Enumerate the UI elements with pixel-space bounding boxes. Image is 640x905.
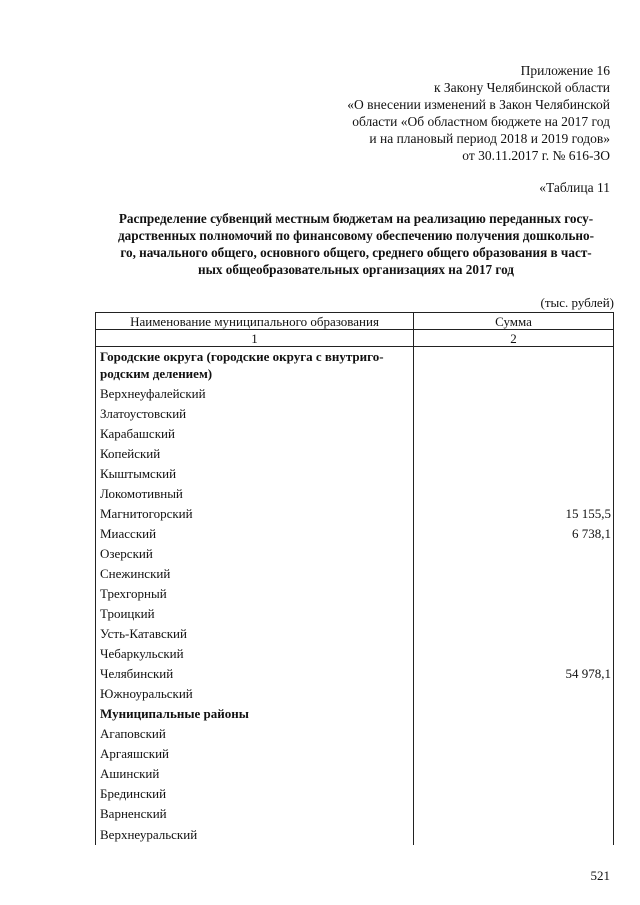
table-row — [96, 783, 614, 803]
municipality-name: Верхнеуральский — [96, 823, 414, 845]
municipality-name: Озерский — [96, 543, 414, 563]
appendix-line: «О внесении изменений в Закон Челябинской — [347, 97, 610, 112]
amount-cell — [414, 603, 614, 623]
amount-cell — [414, 583, 614, 603]
municipality-name: Муниципальные районы — [96, 703, 414, 723]
column-number: 1 — [96, 330, 414, 347]
municipality-name: Трехгорный — [96, 583, 414, 603]
table-row — [96, 563, 614, 583]
table-row — [96, 543, 614, 563]
title-line: го, начального общего, основного общего, среднего общего образования в част- — [120, 245, 592, 260]
table-label: «Таблица 11 — [539, 180, 610, 195]
amount-cell: 15 155,5 — [414, 503, 614, 523]
appendix-line: и на плановый период 2018 и 2019 годов» — [369, 131, 610, 146]
amount-cell — [414, 643, 614, 663]
title-line: ных общеобразовательных организациях на 2017 год — [198, 262, 514, 277]
municipality-name: Верхнеуфалейский — [96, 383, 414, 403]
appendix-line: области «Об областном бюджете на 2017 год — [352, 114, 610, 129]
municipality-name: Карабашский — [96, 423, 414, 443]
appendix-line: от 30.11.2017 г. № 616-ЗО — [462, 148, 610, 163]
amount-cell — [414, 423, 614, 443]
budget-table — [95, 312, 614, 845]
amount-cell — [414, 543, 614, 563]
amount-cell — [414, 703, 614, 723]
municipality-name: Городские округа (городские округа с внутриго-родским делением) — [96, 347, 414, 384]
table-row — [96, 823, 614, 845]
table-row — [96, 443, 614, 463]
table-row — [96, 763, 614, 783]
column-header-sum: Сумма — [414, 313, 614, 330]
amount-cell — [414, 347, 614, 384]
table-row — [96, 743, 614, 763]
municipality-name: Снежинский — [96, 563, 414, 583]
table-row — [96, 623, 614, 643]
municipality-name: Кыштымский — [96, 463, 414, 483]
amount-cell — [414, 823, 614, 845]
table-row — [96, 723, 614, 743]
table-row — [96, 463, 614, 483]
appendix-line: к Закону Челябинской области — [433, 80, 610, 95]
amount-cell — [414, 563, 614, 583]
amount-cell — [414, 383, 614, 403]
municipality-name: Магнитогорский — [96, 503, 414, 523]
appendix-header — [250, 62, 610, 164]
municipality-name: Троицкий — [96, 603, 414, 623]
amount-cell — [414, 623, 614, 643]
municipality-name: Усть-Катавский — [96, 623, 414, 643]
table-group-row — [96, 703, 614, 723]
amount-cell — [414, 743, 614, 763]
municipality-name: Челябинский — [96, 663, 414, 683]
table-row — [96, 423, 614, 443]
amount-cell — [414, 483, 614, 503]
municipality-name: Миасский — [96, 523, 414, 543]
table-row — [96, 483, 614, 503]
amount-cell: 54 978,1 — [414, 663, 614, 683]
amount-cell — [414, 723, 614, 743]
municipality-name: Брединский — [96, 783, 414, 803]
table-row — [96, 803, 614, 823]
municipality-name: Агаповский — [96, 723, 414, 743]
table-row — [96, 523, 614, 543]
municipality-name: Южноуральский — [96, 683, 414, 703]
amount-cell — [414, 683, 614, 703]
table-row — [96, 603, 614, 623]
municipality-name: Аргаяшский — [96, 743, 414, 763]
column-number-row — [96, 330, 614, 347]
header-row — [96, 313, 614, 330]
table-row — [96, 643, 614, 663]
table-row — [96, 503, 614, 523]
table-group-row — [96, 347, 614, 384]
amount-cell — [414, 763, 614, 783]
appendix-line: Приложение 16 — [520, 63, 610, 78]
document-title — [98, 210, 614, 278]
table-row — [96, 583, 614, 603]
title-line: Распределение субвенций местным бюджетам на реализацию переданных госу- — [118, 211, 594, 226]
municipality-name: Локомотивный — [96, 483, 414, 503]
column-header-name: Наименование муниципального образования — [96, 313, 414, 330]
unit-label: (тыс. рублей) — [540, 295, 614, 310]
page-number: 521 — [590, 868, 610, 883]
column-number: 2 — [414, 330, 614, 347]
municipality-name: Варненский — [96, 803, 414, 823]
municipality-name: Ашинский — [96, 763, 414, 783]
municipality-name: Чебаркульский — [96, 643, 414, 663]
amount-cell — [414, 403, 614, 423]
table-row — [96, 663, 614, 683]
table-row — [96, 403, 614, 423]
amount-cell — [414, 803, 614, 823]
municipality-name: Копейский — [96, 443, 414, 463]
table-row — [96, 683, 614, 703]
amount-cell — [414, 783, 614, 803]
title-line: дарственных полномочий по финансовому обеспечению получения дошкольно- — [118, 228, 594, 243]
municipality-name: Златоустовский — [96, 403, 414, 423]
table-body — [96, 347, 614, 846]
amount-cell: 6 738,1 — [414, 523, 614, 543]
amount-cell — [414, 463, 614, 483]
table-row — [96, 383, 614, 403]
amount-cell — [414, 443, 614, 463]
